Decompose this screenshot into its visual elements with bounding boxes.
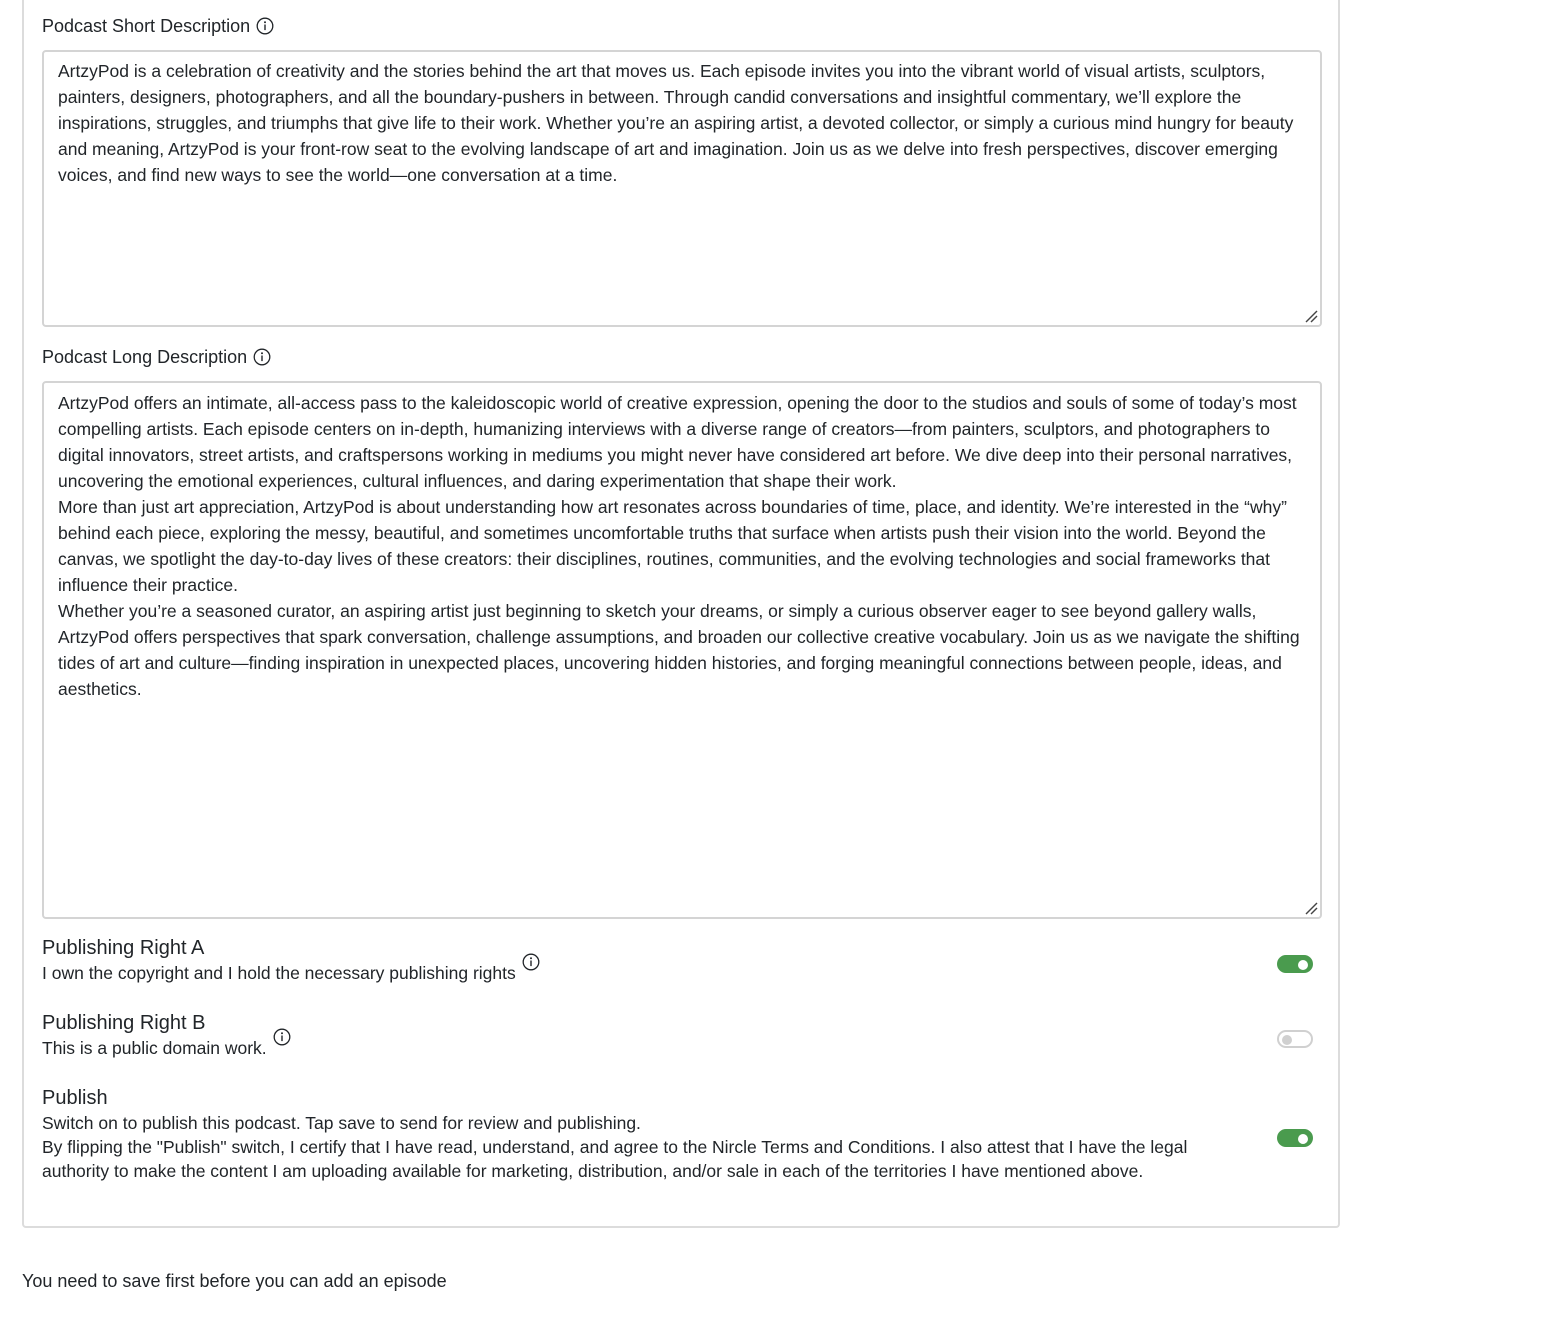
long-description-paragraph: Whether you’re a seasoned curator, an aspiring artist just beginning to sketch your dreams, or simply a curious observer eager to see beyond gallery walls, ArtzyPod offers perspectives that spark conversation, challenge assumptions, and broaden our collective creative vocabulary. Join us as we navigate the shifting tides of art and culture—finding inspiration in unexpected places, uncovering hidden histories, and forging meaningful connections between people, ideas, and aesthetics. — [58, 601, 1300, 699]
publish-certification: By flipping the "Publish" switch, I certify that I have read, understand, and agree to the Nircle Terms and Conditions. I also attest that I have the legal authority to make the content I am uploading available for marketing, distribution, and/or sale in each of the territories I have mentioned above. — [42, 1137, 1188, 1181]
long-description-label: Podcast Long Description — [42, 347, 248, 367]
info-circle-icon[interactable] — [522, 953, 540, 971]
toggle-knob — [1298, 960, 1308, 970]
publishing-right-a-title: Publishing Right A — [42, 937, 205, 959]
info-circle-icon[interactable] — [253, 348, 271, 366]
publish-toggle[interactable] — [1277, 1129, 1313, 1147]
info-circle-icon[interactable] — [273, 1028, 291, 1046]
long-description-textarea[interactable] — [42, 381, 1322, 919]
toggle-knob — [1282, 1035, 1292, 1045]
publishing-right-a-toggle[interactable] — [1277, 955, 1313, 973]
short-description-textarea[interactable] — [42, 50, 1322, 327]
publishing-right-b-description: This is a public domain work. — [42, 1038, 267, 1058]
publish-description — [42, 1111, 1242, 1183]
long-description-label-row — [42, 346, 271, 368]
publishing-right-a-description: I own the copyright and I hold the necessary publishing rights — [42, 963, 516, 983]
publishing-right-b-description-row — [42, 1036, 291, 1060]
save-first-note: You need to save first before you can add an episode — [22, 1271, 447, 1291]
resize-handle-icon[interactable] — [1304, 901, 1318, 915]
long-description-paragraph: ArtzyPod offers an intimate, all-access pass to the kaleidoscopic world of creative expression, opening the door to the studios and souls of some of today’s most compelling artists. Each episode centers on in-depth, humanizing interviews with a diverse range of creators—from painters, sculptors, and photographers to digital innovators, street artists, and craftspersons working in mediums you might never have considered art before. We dive deep into their personal narratives, uncovering the emotional experiences, cultural influences, and daring experimentation that shape their work. — [58, 393, 1297, 491]
short-description-label: Podcast Short Description — [42, 16, 251, 36]
info-circle-icon[interactable] — [256, 17, 274, 35]
publishing-right-b-toggle[interactable] — [1277, 1030, 1313, 1048]
resize-handle-icon[interactable] — [1304, 309, 1318, 323]
publishing-right-a-description-row — [42, 961, 540, 985]
long-description-paragraph: More than just art appreciation, ArtzyPod is about understanding how art resonates across boundaries of time, place, and identity. We’re interested in the “why” behind each piece, exploring the messy, beautiful, and sometimes uncomfortable truths that surface when artists push their vision into the world. Beyond the canvas, we spotlight the day-to-day lives of these creators: their disciplines, routines, communities, and the evolving technologies and social frameworks that influence their practice. — [58, 497, 1287, 595]
short-description-text: ArtzyPod is a celebration of creativity and the stories behind the art that moves us. Each episode invites you into the vibrant world of visual artists, sculptors, painters, designers, photographers, and all the boundary-pushers in between. Through candid conversations and insightful commentary, we’ll explore the inspirations, struggles, and triumphs that give life to their work. Whether you’re an aspiring artist, a devoted collector, or simply a curious mind hungry for beauty and meaning, ArtzyPod is your front-row seat to the evolving landscape of art and imagination. Join us as we delve into fresh perspectives, discover emerging voices, and find new ways to see the world—one conversation at a time. — [58, 61, 1294, 185]
publishing-right-b-title: Publishing Right B — [42, 1012, 206, 1034]
toggle-knob — [1298, 1134, 1308, 1144]
publish-instruction: Switch on to publish this podcast. Tap save to send for review and publishing. — [42, 1113, 641, 1133]
publish-title: Publish — [42, 1087, 108, 1109]
short-description-label-row — [42, 15, 274, 37]
